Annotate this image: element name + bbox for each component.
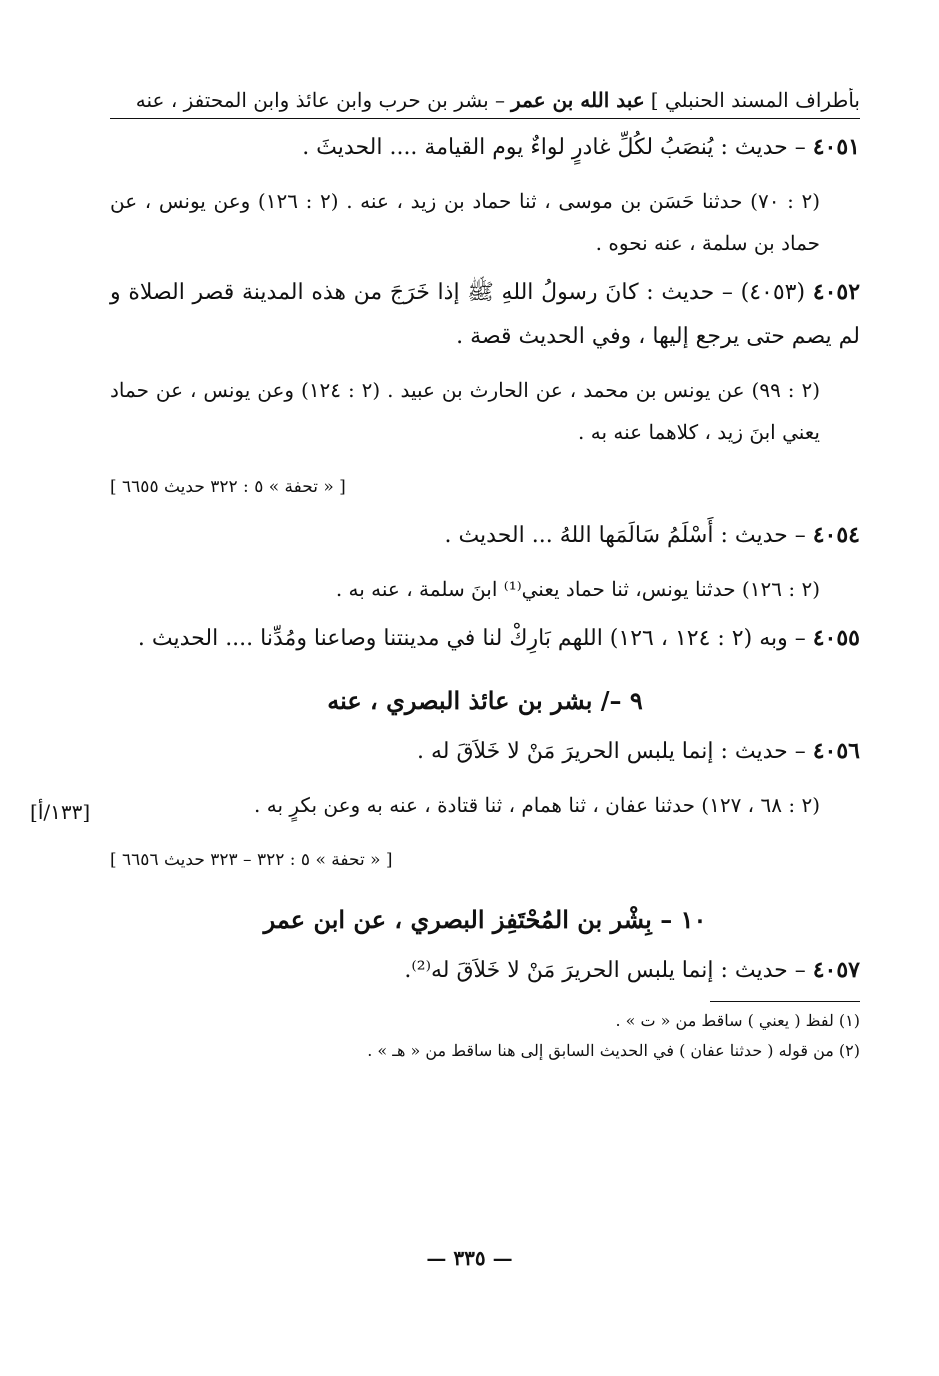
hadith-number: ٤٠٥٦: [812, 738, 860, 764]
hadith-entry: [110, 125, 860, 170]
hadith-number: ٤٠٥٧: [812, 957, 860, 983]
hadith-number: ٤٠٥٢: [812, 279, 861, 305]
hadith-entry: [110, 513, 860, 558]
header-bold: عبد الله بن عمر: [511, 88, 645, 112]
section-heading: ٩ –/ بشر بن عائذ البصري ، عنه: [327, 686, 643, 715]
footnote: (١) لفظ ( يعني ) ساقط من « ت » .: [615, 1011, 860, 1030]
header-left: بأطراف المسند الحنبلي ]: [650, 88, 860, 112]
hadith-number: ٤٠٥٥: [812, 625, 860, 651]
header-right: – بشر بن حرب وابن عائذ وابن المحتفز ، عنه: [135, 88, 506, 112]
section-heading: ١٠ – بِشْر بن المُحْتَفِز البصري ، عن ابن عمر: [263, 905, 707, 934]
tuhfa-reference: [ « تحفة » ٥ : ٣٢٢ – ٣٢٣ حديث ٦٦٥٦ ]: [110, 850, 393, 870]
hadith-number: ٤٠٥١: [812, 134, 860, 160]
page-body: [110, 88, 860, 1066]
hadith-text: (٤٠٥٣) – حديث : كانَ رسولُ اللهِ ﷺ إذا خَرَجَ من هذه المدينة قصر الصلاة و لم يصم حتى يرجع إليها ، وفي الحديث قصة .: [110, 280, 860, 349]
hadith-source: (٢ : ٦٨ ، ١٢٧) حدثنا عفان ، ثنا همام ، ثنا قتادة ، عنه به وعن بكرٍ به .: [254, 793, 820, 817]
footnote-divider: [710, 1001, 860, 1002]
hadith-source: (٢ : ١٢٦) حدثنا يونس، ثنا حماد يعني⁽¹⁾ ابنَ سلمة ، عنه به .: [335, 577, 820, 601]
hadith-text: – وبه (٢ : ١٢٤ ، ١٢٦) اللهم بَارِكْ لنا في مدينتنا وصاعنا ومُدِّنا .... الحديث .: [137, 626, 813, 651]
footnote: (٢) من قوله ( حدثنا عفان ) في الحديث السابق إلى هنا ساقط من « هـ » .: [367, 1041, 860, 1060]
tuhfa-reference: [ « تحفة » ٥ : ٣٢٢ حديث ٦٦٥٥ ]: [110, 477, 346, 497]
hadith-source: (٢ : ٩٩) عن يونس بن محمد ، عن الحارث بن عبيد . (٢ : ١٢٤) وعن يونس ، عن حماد يعني ابنَ زيد ، كلاهما عنه به .: [110, 378, 821, 444]
hadith-text: – حديث : إنما يلبس الحريرَ مَنْ لا خَلاَقَ له⁽²⁾.: [404, 958, 813, 983]
hadith-entry: [110, 729, 860, 774]
hadith-number: ٤٠٥٤: [812, 522, 860, 548]
hadith-text: – حديث : أَسْلَمُ سَالَمَها اللهُ ... الحديث .: [444, 523, 813, 548]
hadith-entry: [110, 616, 860, 661]
folio-marker: [١٣٣/أ]: [30, 800, 91, 824]
hadith-text: – حديث : إنما يلبس الحريرَ مَنْ لا خَلاَقَ له .: [416, 739, 813, 764]
hadith-entry: [110, 948, 860, 993]
hadith-text: – حديث : يُنصَبُ لكُلِّ غادرٍ لواءٌ يوم القيامة .... الحديثَ .: [302, 135, 813, 160]
running-header: [110, 88, 860, 119]
hadith-entry: [110, 270, 860, 359]
hadith-source: (٢ : ٧٠) حدثنا حَسَن بن موسى ، ثنا حماد بن زيد ، عنه . (٢ : ١٢٦) وعن يونس ، عن حماد بن سلمة ، عنه نحوه .: [110, 189, 821, 255]
page-number: — ٣٣٥ —: [426, 1246, 513, 1270]
